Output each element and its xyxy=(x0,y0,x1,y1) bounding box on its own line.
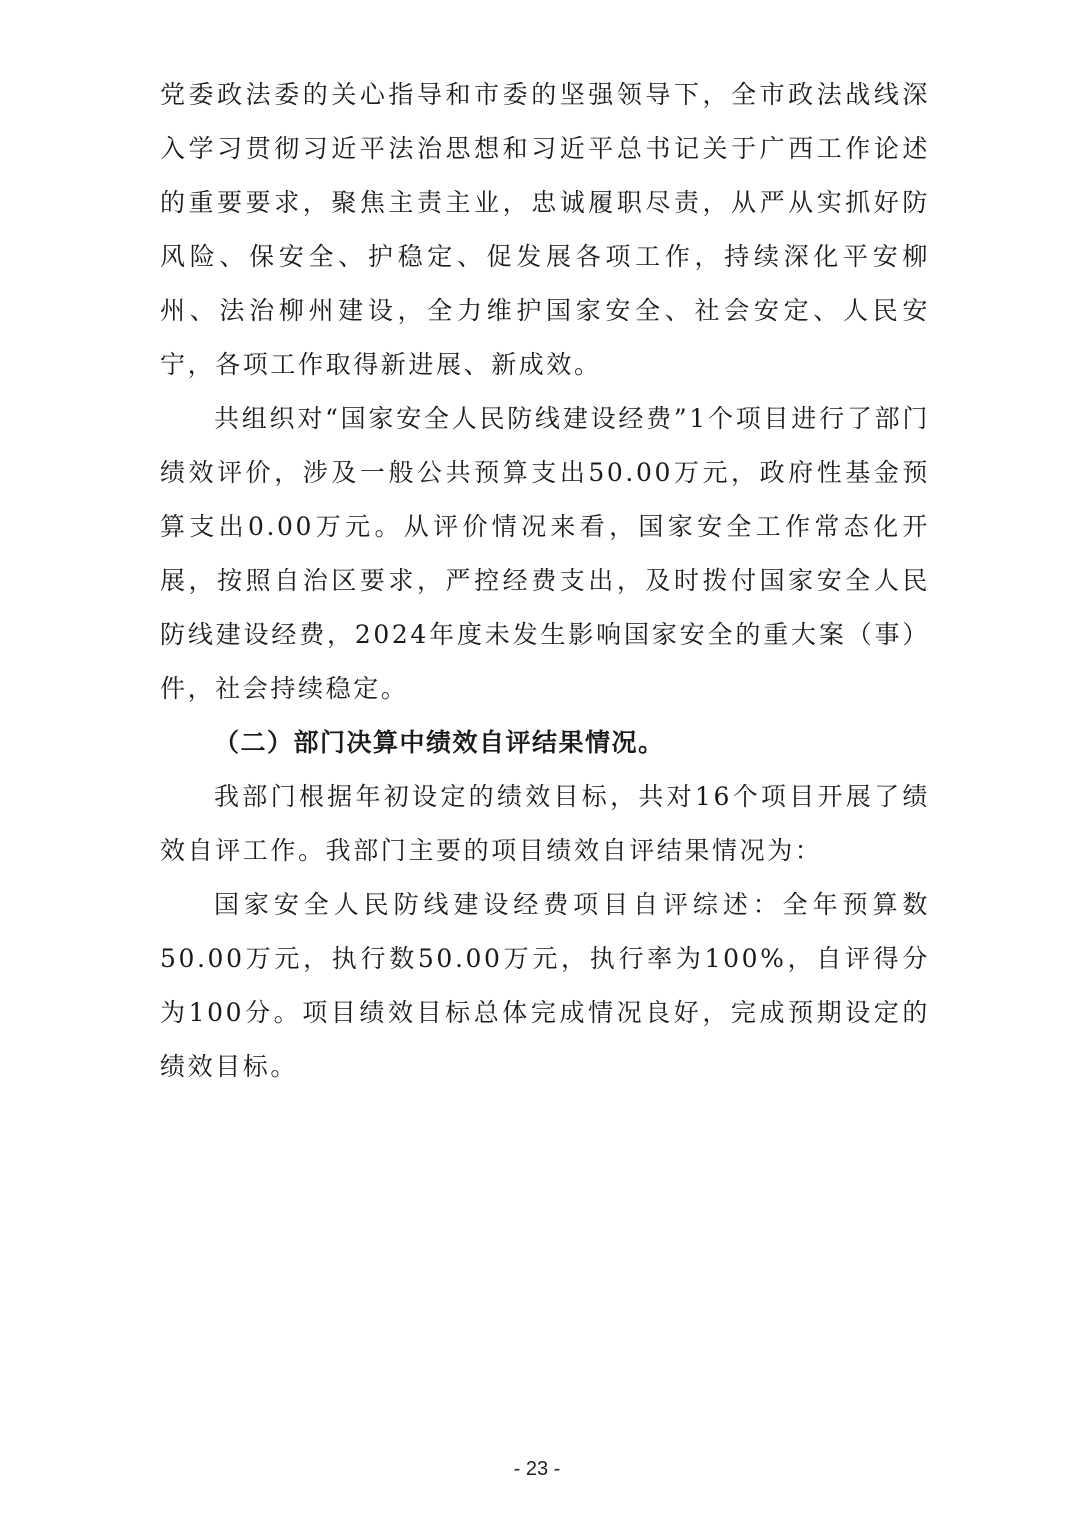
document-body xyxy=(160,68,930,1094)
page-number: - 23 - xyxy=(513,1458,561,1480)
section-heading: （二）部门决算中绩效自评结果情况。 xyxy=(214,728,665,757)
paragraph-project-summary: 国家安全人民防线建设经费项目自评综述：全年预算数50.00万元，执行数50.00万元，执行率为100%，自评得分为100分。项目绩效目标总体完成情况良好，完成预期设定的绩效目标。 xyxy=(160,890,930,1081)
paragraph-performance-evaluation: 共组织对“国家安全人民防线建设经费”1个项目进行了部门绩效评价，涉及一般公共预算支出50.00万元，政府性基金预算支出0.00万元。从评价情况来看，国家安全工作常态化开展，按照自治区要求，严控经费支出，及时拨付国家安全人民防线建设经费，2024年度未发生影响国家安全的重大案（事）件，社会持续稳定。 xyxy=(160,404,930,703)
paragraph-self-evaluation-intro: 我部门根据年初设定的绩效目标，共对16个项目开展了绩效自评工作。我部门主要的项目绩效自评结果情况为： xyxy=(160,782,930,865)
paragraph-continuation: 党委政法委的关心指导和市委的坚强领导下，全市政法战线深入学习贯彻习近平法治思想和习近平总书记关于广西工作论述的重要要求，聚焦主责主业，忠诚履职尽责，从严从实抓好防风险、保安全、护稳定、促发展各项工作，持续深化平安柳州、法治柳州建设，全力维护国家安全、社会安定、人民安宁，各项工作取得新进展、新成效。 xyxy=(160,80,930,379)
